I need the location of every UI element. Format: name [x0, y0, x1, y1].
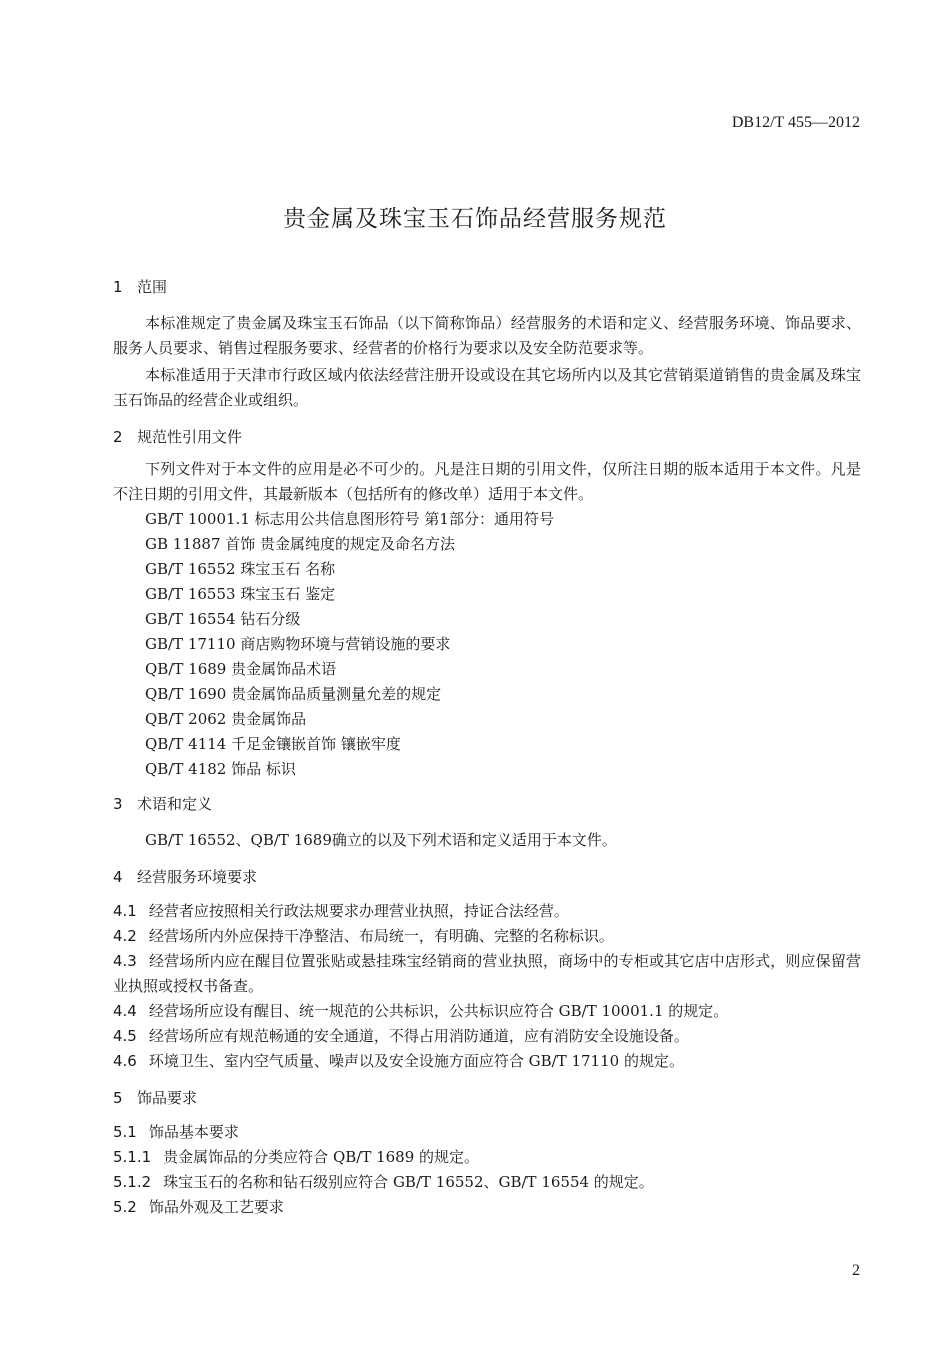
clause-number: 5.1.1	[113, 1148, 152, 1166]
section-title: 术语和定义	[137, 795, 213, 813]
paragraph: 本标准规定了贵金属及珠宝玉石饰品（以下简称饰品）经营服务的术语和定义、经营服务环境、饰品要求、服务人员要求、销售过程服务要求、经营者的价格行为要求以及安全防范要求等。	[113, 314, 861, 357]
clause-number: 4.1	[113, 902, 137, 920]
reference-item: GB/T 17110 商店购物环境与营销设施的要求	[145, 635, 451, 653]
section-title: 规范性引用文件	[137, 428, 243, 446]
clause-5-1-2	[113, 1170, 861, 1195]
section-number: 2	[113, 428, 123, 446]
reference-list	[113, 507, 861, 782]
reference-item: GB/T 16552 珠宝玉石 名称	[145, 560, 336, 578]
section-5-heading	[113, 1084, 861, 1112]
reference-item: QB/T 1690 贵金属饰品质量测量允差的规定	[145, 685, 442, 703]
section-number: 3	[113, 795, 123, 813]
clause-text: 经营场所应有规范畅通的安全通道，不得占用消防通道，应有消防安全设施设备。	[148, 1027, 689, 1045]
section-number: 4	[113, 868, 123, 886]
reference-item: GB/T 16554 钻石分级	[145, 610, 301, 628]
subsection-title: 饰品外观及工艺要求	[148, 1198, 284, 1216]
subsection-number: 5.2	[113, 1198, 137, 1216]
clause-list	[113, 899, 861, 1074]
clause-number: 4.4	[113, 1002, 137, 1020]
section-4-heading	[113, 863, 861, 891]
clause-text: 经营场所内外应保持干净整洁、布局统一，有明确、完整的名称标识。	[148, 927, 614, 945]
clause-text: 贵金属饰品的分类应符合 QB/T 1689 的规定。	[163, 1148, 480, 1166]
paragraph: 本标准适用于天津市行政区域内依法经营注册开设或设在其它场所内以及其它营销渠道销售的贵金属及珠宝玉石饰品的经营企业或组织。	[113, 366, 861, 409]
reference-item: QB/T 2062 贵金属饰品	[145, 710, 307, 728]
subsection-5-2-heading	[113, 1195, 861, 1220]
section-title: 经营服务环境要求	[137, 868, 258, 886]
clause-4-2	[113, 924, 861, 949]
section-1-heading	[113, 273, 861, 301]
clause-number: 5.1.2	[113, 1173, 152, 1191]
clause-text: 环境卫生、室内空气质量、噪声以及安全设施方面应符合 GB/T 17110 的规定。	[148, 1052, 684, 1070]
document-title: 贵金属及珠宝玉石饰品经营服务规范	[283, 206, 667, 232]
section-2-heading	[113, 423, 861, 451]
clause-text: 经营场所内应在醒目位置张贴或悬挂珠宝经销商的营业执照，商场中的专柜或其它店中店形式，则应保留营业执照或授权书备查。	[113, 952, 861, 995]
reference-item: GB 11887 首饰 贵金属纯度的规定及命名方法	[145, 535, 456, 553]
clause-4-1	[113, 899, 861, 924]
section-title: 饰品要求	[137, 1089, 198, 1107]
clause-4-3	[113, 949, 861, 999]
subsection-title: 饰品基本要求	[148, 1123, 239, 1141]
clause-4-4	[113, 999, 861, 1024]
clause-4-6	[113, 1049, 861, 1074]
subsection-number: 5.1	[113, 1123, 137, 1141]
section-title: 范围	[137, 278, 168, 296]
paragraph: GB/T 16552、QB/T 1689确立的以及下列术语和定义适用于本文件。	[145, 831, 617, 849]
clause-number: 4.6	[113, 1052, 137, 1070]
page-number: 2	[852, 1262, 860, 1279]
document-body	[113, 273, 861, 1220]
clause-number: 4.2	[113, 927, 137, 945]
reference-item: QB/T 1689 贵金属饰品术语	[145, 660, 337, 678]
clause-4-5	[113, 1024, 861, 1049]
paragraph: 下列文件对于本文件的应用是必不可少的。凡是注日期的引用文件，仅所注日期的版本适用于本文件。凡是不注日期的引用文件，其最新版本（包括所有的修改单）适用于本文件。	[113, 460, 861, 503]
subsection-5-1-heading	[113, 1120, 861, 1145]
reference-item: GB/T 10001.1 标志用公共信息图形符号 第1部分：通用符号	[145, 510, 554, 528]
section-number: 1	[113, 278, 123, 296]
clause-number: 4.3	[113, 952, 137, 970]
section-number: 5	[113, 1089, 123, 1107]
clause-text: 经营者应按照相关行政法规要求办理营业执照，持证合法经营。	[148, 902, 569, 920]
clause-text: 珠宝玉石的名称和钻石级别应符合 GB/T 16552、GB/T 16554 的规定。	[163, 1173, 654, 1191]
clause-text: 经营场所应设有醒目、统一规范的公共标识，公共标识应符合 GB/T 10001.1 的规定。	[148, 1002, 729, 1020]
clause-5-1-1	[113, 1145, 861, 1170]
standard-number: DB12/T 455—2012	[731, 114, 860, 131]
reference-item: QB/T 4182 饰品 标识	[145, 760, 296, 778]
section-3-heading	[113, 790, 861, 818]
reference-item: GB/T 16553 珠宝玉石 鉴定	[145, 585, 336, 603]
reference-item: QB/T 4114 千足金镶嵌首饰 镶嵌牢度	[145, 735, 401, 753]
clause-number: 4.5	[113, 1027, 137, 1045]
